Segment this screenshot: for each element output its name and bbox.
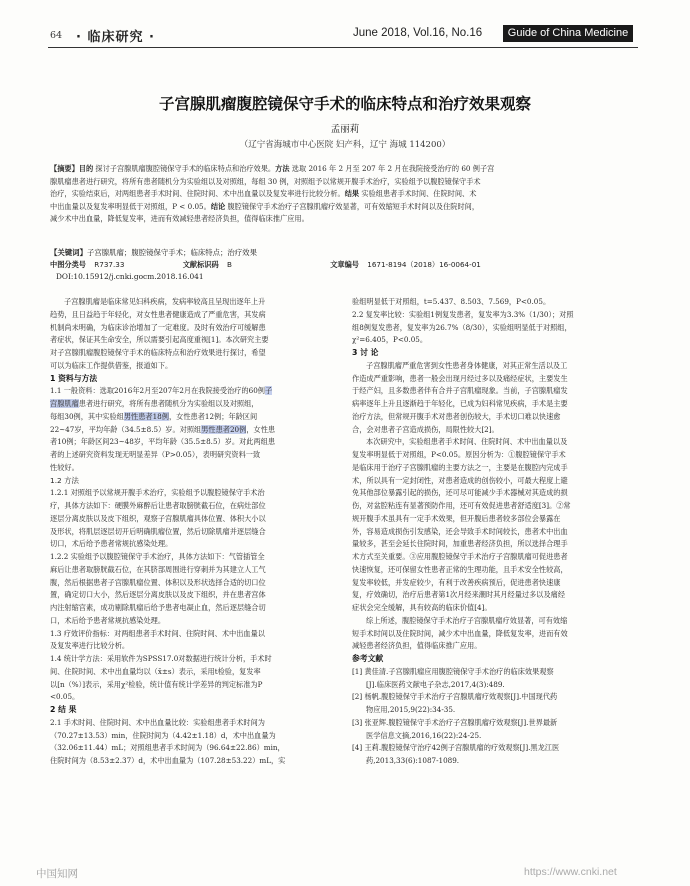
doc-code-value: B bbox=[226, 260, 232, 269]
journal-issue: June 2018, Vol.16, No.16 bbox=[353, 27, 483, 39]
text-line: 麻后让患者取膀胱截石位，在其脐部周围进行穿刺并为其建立人工气 bbox=[50, 564, 266, 574]
abstract-line bbox=[50, 201, 638, 214]
text-line: 以[n（%）]表示，采用χ²检验，统计值有统计学差异的判定标准为P bbox=[50, 679, 263, 689]
reference-line: 物应用,2015,9(22):34-35. bbox=[366, 705, 456, 714]
text-line: 1.1 一般资料：选取2016年2月至207年2月在我院接受治疗的60例子 bbox=[50, 386, 273, 396]
reference-line: [3] 张亚辉.腹腔镜保守手术治疗子宫腺肌瘤疗效观察[J].世界最新 bbox=[352, 717, 558, 727]
abstract-text: 实验组患者手术时间、住院时间、术 bbox=[359, 189, 477, 199]
text-line: 机制尚未明确，为临床诊治增加了一定难度。及时有效治疗可缓解患 bbox=[50, 322, 266, 332]
text-line: 1.3 疗效评价指标：对两组患者手术时间、住院时间、术中出血量以 bbox=[50, 628, 265, 638]
text-line: 组8例复发患者，复发率为26.7%（8/30），实验组明显低于对照组， bbox=[352, 322, 572, 332]
text-line: 于经产妇，且多数患者伴有合并子宫肌瘤现象。当前，子宫腺肌瘤发 bbox=[352, 386, 568, 396]
abstract-text: 中出血量以及复发率明显低于对照组，P < 0.05。 bbox=[50, 201, 211, 211]
text-line: 减轻患者经济负担，值得临床推广应用。 bbox=[352, 641, 482, 651]
article-title: 子宫腺肌瘤腹腔镜保守手术的临床特点和治疗效果观察 bbox=[158, 95, 531, 113]
abstract-text: 探讨子宫腺肌瘤腹腔镜保守手术的临床特点和治疗效果。 bbox=[93, 164, 276, 173]
abstract-line bbox=[50, 188, 638, 201]
text-line: 22~47岁，平均年龄（34.5±8.5）岁。对照组男性患者20例，女性患 bbox=[50, 424, 276, 434]
text-line: 间、住院时间、术中出血量均以（x̄±s）表示，采用t检验，复发率 bbox=[50, 666, 261, 676]
text-line: 2.2 复发率比较：实验组1例复发患者，复发率为3.3%（1/30）；对照 bbox=[352, 309, 574, 319]
text-line: 作造成严重影响，患者一般会出现月经过多以及痛经症状，主要发生 bbox=[352, 373, 568, 383]
abstract-text: 治疗，实验结束后，对两组患者手术时间、住院时间、术中出血量以及复发率进行比较分析。 bbox=[50, 189, 345, 199]
text-line: 性较好。 bbox=[50, 462, 79, 472]
abstract-label: 结果 bbox=[344, 189, 360, 199]
text-line: 快速恢复，还可保留女性患者正常的生理功能，且手术安全性较高， bbox=[352, 564, 568, 574]
abstract-line bbox=[50, 213, 638, 226]
text-line: 内注射缩宫素，成功剔除肌瘤后给予患者电凝止血，然后逐层缝合切 bbox=[50, 603, 266, 612]
text-line: 病率逐年上升且逐渐趋于年轻化，已成为妇科常见疾病，手术是主要 bbox=[352, 399, 568, 408]
text-line: 对子宫腺肌瘤腹腔镜保守手术的临床特点和治疗效果进行探讨，希望 bbox=[50, 348, 266, 357]
text-line: 规开腹手术虽具有一定手术效果，但开腹后患者较多部位会暴露在 bbox=[352, 513, 561, 523]
text-line: 置，确定切口大小，然后逐层分离皮肤以及皮下组织，并在患者宫体 bbox=[50, 590, 266, 600]
text-line: 及形状，将肌层逐层切开后明确肌瘤位置，然后切除肌瘤并逐层缝合 bbox=[50, 526, 266, 536]
text-line: 者症状，保证其生命安全，所以需要引起高度重视[1]。本次研究主要 bbox=[50, 335, 269, 345]
watermark-url: https://www.cnki.net bbox=[524, 866, 617, 878]
keywords: 子宫腺肌瘤；腹腔镜保守手术；临床特点；治疗效果 bbox=[86, 248, 257, 257]
abstract-label: 方法 bbox=[275, 164, 290, 173]
text-line: 1.2.1 对照组予以常规开腹手术治疗，实验组予以腹腔镜保守手术治 bbox=[50, 488, 265, 498]
abstract-text: 减少术中出血量，降低复发率，进而有效减轻患者经济负担，值得临床推广应用。 bbox=[50, 214, 309, 224]
article-no-value: 1671-8194（2018）16-0064-01 bbox=[367, 260, 481, 269]
text-highlight: 子 bbox=[264, 386, 273, 396]
text-line: 疗，具体方法如下：硬膜外麻醉后让患者取膀胱截石位，在病灶部位 bbox=[50, 501, 266, 510]
text-line: χ²=6.405，P<0.05。 bbox=[352, 335, 428, 345]
text-line: 治疗方法，但常规开腹手术对患者创伤较大，手术切口难以快速愈 bbox=[352, 411, 561, 421]
abstract-label: 结论 bbox=[210, 201, 226, 211]
article-no-label: 文章编号 bbox=[330, 260, 359, 269]
text-line: 者10例；年龄区间23~48岁，平均年龄（35.5±8.5）岁。对此两组患 bbox=[50, 437, 276, 447]
text-highlight: 宫腺肌瘤 bbox=[50, 399, 79, 408]
reference-line: [1] 黄佳清.子宫腺肌瘤应用腹腔镜保守手术治疗的临床效果观察 bbox=[352, 666, 554, 676]
page-number: 64 bbox=[50, 30, 63, 41]
text-line: （32.06±11.44）mL；对照组患者手术时间为（96.64±22.86）min， bbox=[50, 743, 285, 753]
reference-line: 药,2013,33(6):1087-1089. bbox=[366, 756, 460, 765]
abstract-text: 腺肌瘤患者进行研究，将所有患者随机分为实验组以及对照组，每组 30 例，对照组予以常规开腹手术治疗，实验组予以腹腔镜保守手术 bbox=[50, 176, 481, 186]
keywords-label: 【关键词】 bbox=[50, 248, 87, 257]
clc-label: 中图分类号 bbox=[50, 260, 86, 269]
reference-line: 医学信息文摘,2016,16(22):24-25. bbox=[366, 730, 482, 740]
classification-block bbox=[50, 247, 638, 283]
text-line: 术，所以具有一定封闭性，对患者造成的创伤较小，可最大程度上避 bbox=[352, 475, 568, 485]
text-line: 验组明显低于对照组，t=5.437、8.503、7.569，P<0.05。 bbox=[352, 297, 551, 306]
text-line: 逐层分离皮肤以及皮下组织，观察子宫腺肌瘤具体位置、体积大小以 bbox=[50, 513, 266, 523]
text-line: 复发率明显低于对照组，P<0.05。原因分析为：①腹腔镜保守手术 bbox=[352, 450, 566, 459]
abstract-label: 【摘要】目的 bbox=[50, 164, 94, 173]
reference-line: [2] 杨帆.腹腔镜保守手术治疗子宫腺肌瘤疗效观察[J].中国现代药 bbox=[352, 692, 558, 702]
text-line: 2.1 手术时间、住院时间、术中出血量比较：实验组患者手术时间为 bbox=[50, 717, 265, 727]
text-highlight: 男性患者18例 bbox=[123, 411, 169, 421]
text-line: （70.27±13.53）min，住院时间为（4.42±1.18）d，术中出血量为 bbox=[50, 730, 276, 740]
text-line: 及复发率进行比较分析。 bbox=[50, 641, 130, 651]
text-line: 住院时间为（8.53±2.37）d，术中出血量为（107.28±53.22）mL，实 bbox=[50, 756, 286, 765]
section-heading: 1 资料与方法 bbox=[50, 373, 98, 383]
text-line: 趋势，且日益趋于年轻化，对女性患者健康造成了严重危害，其发病 bbox=[50, 309, 266, 319]
text-line: 综上所述，腹腔镜保守手术治疗子宫腺肌瘤疗效显著，可有效缩 bbox=[366, 615, 568, 625]
text-line: 腹，然后根据患者子宫腺肌瘤位置、体积以及形状选择合适的切口位 bbox=[50, 577, 266, 587]
text-line: 子宫腺肌瘤严重危害到女性患者身体健康，对其正常生活以及工 bbox=[366, 360, 568, 370]
text-line: 切口，术后给予患者常规抗感染处理。 bbox=[50, 539, 173, 549]
abstract-line bbox=[50, 163, 638, 176]
text-line: 症状会完全缓解，具有较高的临床价值[4]。 bbox=[352, 603, 492, 612]
text-line: 免其他部位暴露引起的损伤，还可尽可能减少手术器械对其造成的损 bbox=[352, 488, 568, 498]
text-line: 每组30例，其中实验组男性患者18例，女性患者12例；年龄区间 bbox=[50, 411, 258, 421]
text-line: 1.2.2 实验组予以腹腔镜保守手术治疗，具体方法如下：气管插管全 bbox=[50, 552, 265, 561]
text-line: 口，术后给予患者常规抗感染处理。 bbox=[50, 615, 166, 625]
reference-line: [J].临床医药文献电子杂志,2017,4(3):489. bbox=[366, 679, 505, 689]
text-line: 1.4 统计学方法：采用软件为SPSS17.0对数据进行统计分析，手术时 bbox=[50, 654, 272, 663]
text-line: 术方式至关重要。③应用腹腔镜保守手术治疗子宫腺肌瘤可促进患者 bbox=[352, 552, 568, 561]
section-heading: 3 讨 论 bbox=[352, 348, 379, 357]
section-label: · 临床研究 · bbox=[76, 30, 155, 45]
text-line: 合，会对患者子宫造成损伤，局限性较大[2]。 bbox=[352, 424, 499, 434]
text-line: <0.05。 bbox=[50, 692, 80, 702]
abstract-text: 选取 2016 年 2 月至 207 年 2 月在我院接受治疗的 60 例子宫 bbox=[289, 164, 495, 173]
text-line: 者的上述研究资料发现无明显差异（P>0.05），表明研究资料一致 bbox=[50, 450, 261, 459]
left-column bbox=[50, 296, 333, 768]
text-line: 宫腺肌瘤患者进行研究，将所有患者随机分为实验组以及对照组， bbox=[50, 399, 259, 408]
reference-line: [4] 王莉.腹腔镜保守治疗42例子宫腺肌瘤的疗效观察[J].黑龙江医 bbox=[352, 743, 560, 753]
text-line: 是临床用于治疗子宫腺肌瘤的主要方法之一，主要是在腹腔内完成手 bbox=[352, 462, 568, 472]
text-line: 量较多，甚至会延长住院时间，加重患者经济负担，所以选择合理手 bbox=[352, 539, 568, 549]
subsection-heading: 1.2 方法 bbox=[50, 475, 79, 485]
text-line: 复，疗效确切，治疗后患者第1次月经来潮时其月经量过多以及痛经 bbox=[352, 590, 566, 600]
text-line: 伤，对盆腔粘连有显著预防作用，还可有效促进患者舒适度[3]。②常 bbox=[352, 501, 571, 510]
text-line: 本次研究中，实验组患者手术时间、住院时间、术中出血量以及 bbox=[366, 437, 568, 447]
header-rule bbox=[48, 47, 638, 48]
doc-code-label: 文献标识码 bbox=[182, 260, 219, 269]
abstract-text: 腹腔镜保守手术治疗子宫腺肌瘤疗效显著，可有效缩短手术时间以及住院时间， bbox=[225, 201, 480, 211]
article-author: 孟丽莉 bbox=[330, 124, 360, 135]
section-heading: 2 结 果 bbox=[50, 705, 77, 714]
watermark-cnki-logo: 中国知网 bbox=[36, 868, 78, 880]
right-column bbox=[352, 296, 635, 768]
text-line: 可以为临床工作提供借鉴，报道如下。 bbox=[50, 360, 173, 370]
text-line: 子宫腺肌瘤是临床常见妇科疾病，发病率较高且呈现出逐年上升 bbox=[64, 297, 266, 306]
clc-value: R737.33 bbox=[94, 260, 125, 269]
abstract bbox=[50, 163, 638, 226]
article-affiliation: （辽宁省海城市中心医院 妇产科，辽宁 海城 114200） bbox=[239, 140, 451, 150]
section-heading: 参考文献 bbox=[352, 654, 384, 663]
text-line: 复发率较低，并发症较少，有利于改善疾病预后，促进患者快速康 bbox=[352, 577, 561, 587]
text-line: 外，容易造成损伤引发感染，还会导致手术时间较长，患者术中出血 bbox=[352, 526, 568, 536]
journal-name-badge: Guide of China Medicine bbox=[503, 25, 633, 42]
text-line: 短手术时间以及住院时间，减少术中出血量，降低复发率，进而有效 bbox=[352, 628, 568, 638]
doi: DOI:10.15912/j.cnki.gocm.2018.16.041 bbox=[56, 272, 204, 281]
abstract-line bbox=[50, 176, 638, 189]
text-highlight: 男性患者20例 bbox=[201, 424, 247, 434]
